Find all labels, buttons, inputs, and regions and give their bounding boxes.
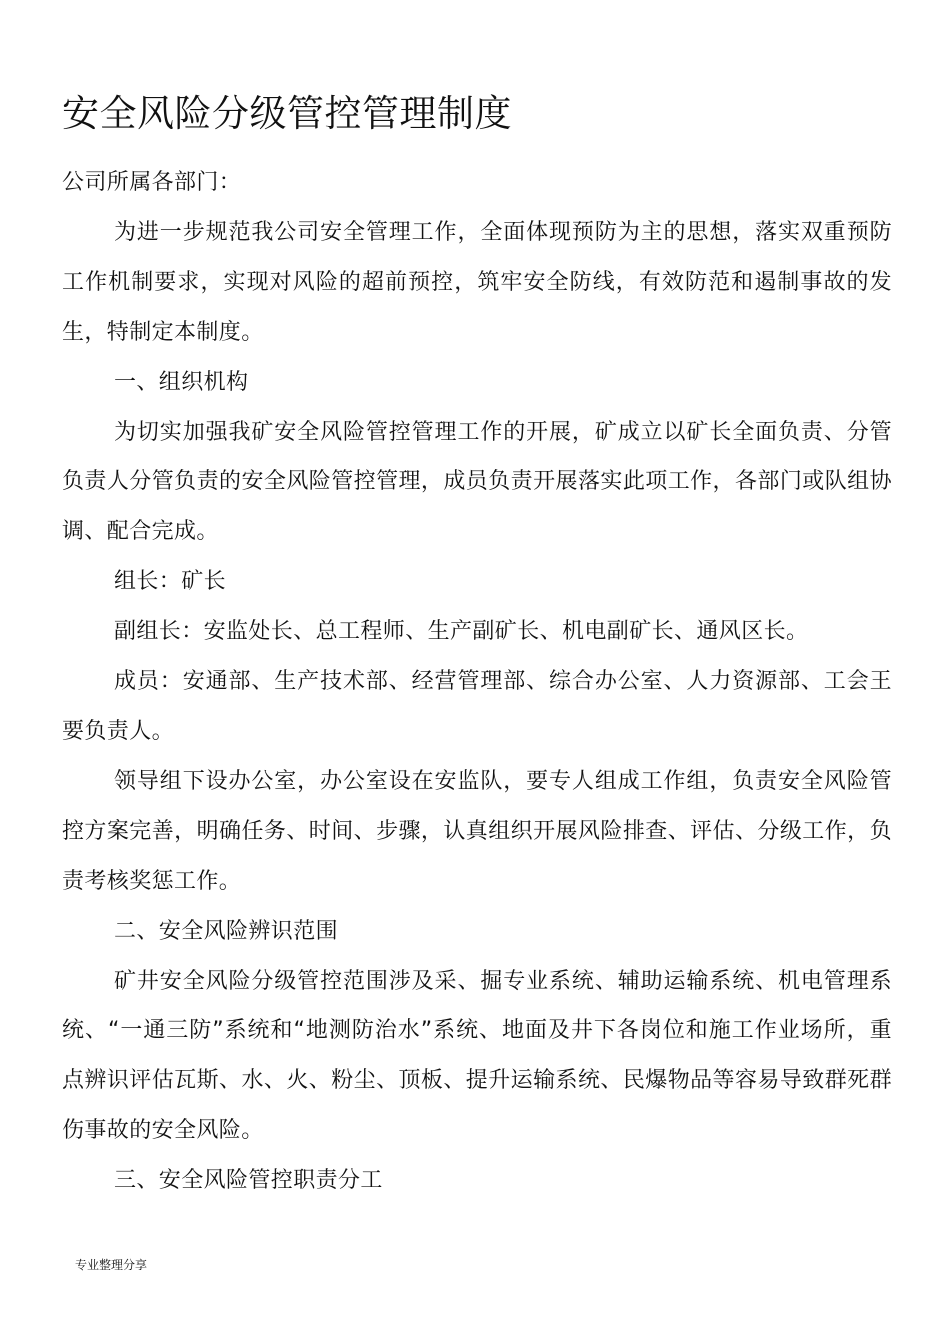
document-title: 安全风险分级管控管理制度 bbox=[62, 92, 512, 135]
members-line: 成员：安通部、生产技术部、经营管理部、综合办公室、人力资源部、工会王要负责人。 bbox=[62, 669, 892, 744]
section-heading-scope: 二、安全风险辨识范围 bbox=[114, 918, 339, 944]
organization-paragraph: 为切实加强我矿安全风险管控管理工作的开展，矿成立以矿长全面负责、分管负责人分管负责的安全风险管控管理，成员负责开展落实此项工作，各部门或队组协调、配合完成。 bbox=[62, 419, 892, 545]
salutation: 公司所属各部门： bbox=[62, 170, 242, 195]
page-footer: 专业整理分享 bbox=[75, 1258, 148, 1272]
section-heading-organization: 一、组织机构 bbox=[114, 369, 249, 395]
team-leader-line: 组长：矿长 bbox=[114, 569, 227, 595]
intro-paragraph: 为进一步规范我公司安全管理工作，全面体现预防为主的思想，落实双重预防工作机制要求，实现对风险的超前预控，筑牢安全防线，有效防范和遏制事故的发生，特制定本制度。 bbox=[62, 219, 892, 345]
office-paragraph: 领导组下设办公室，办公室设在安监队，要专人组成工作组，负责安全风险管控方案完善，明确任务、时间、步骤，认真组织开展风险排查、评估、分级工作，负责考核奖惩工作。 bbox=[62, 768, 892, 894]
section-heading-responsibilities: 三、安全风险管控职责分工 bbox=[114, 1168, 383, 1194]
document-body bbox=[62, 158, 892, 1206]
scope-paragraph: 矿井安全风险分级管控范围涉及采、掘专业系统、辅助运输系统、机电管理系统、“一通三防”系统和“地测防治水”系统、地面及井下各岗位和施工作业场所，重点辨识评估瓦斯、水、火、粉尘、顶板、提升运输系统、民爆物品等容易导致群死群伤事故的安全风险。 bbox=[62, 968, 892, 1144]
deputy-leader-line: 副组长：安监处长、总工程师、生产副矿长、机电副矿长、通风区长。 bbox=[114, 619, 809, 645]
